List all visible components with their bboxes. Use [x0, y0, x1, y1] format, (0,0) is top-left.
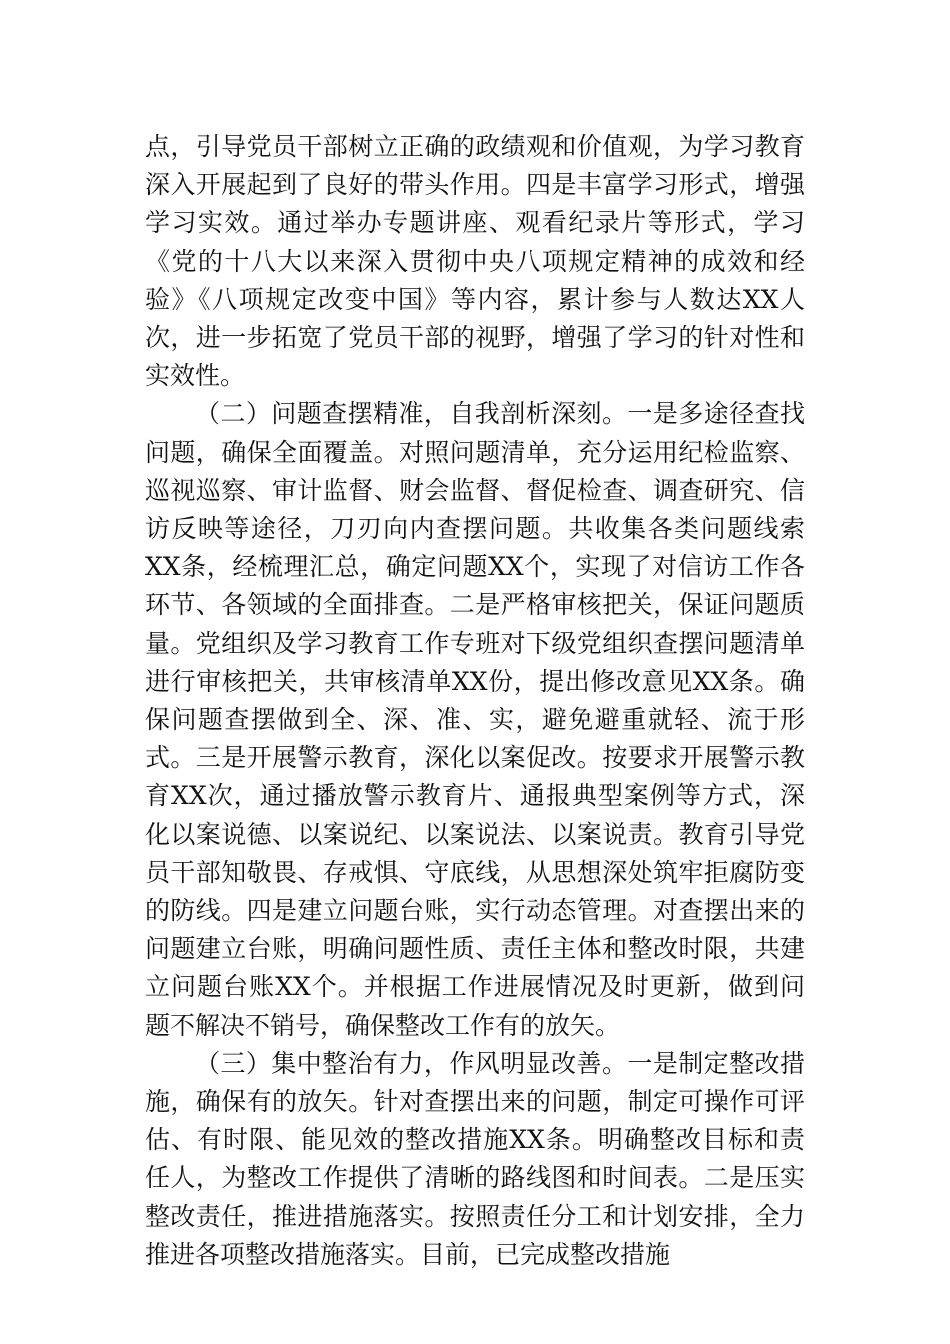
body-text [145, 128, 805, 1274]
paragraph-section-2: （二）问题查摆精准，自我剖析深刻。一是多途径查找问题，确保全面覆盖。对照问题清单，充分运用纪检监察、巡视巡察、审计监督、财会监督、督促检查、调查研究、信访反映等途径，刀刃向内查摆问题。共收集各类问题线索XX条，经梳理汇总，确定问题XX个，实现了对信访工作各环节、各领域的全面排查。二是严格审核把关，保证问题质量。党组织及学习教育工作专班对下级党组织查摆问题清单进行审核把关，共审核清单XX份，提出修改意见XX条。确保问题查摆做到全、深、准、实，避免避重就轻、流于形式。三是开展警示教育，深化以案促改。按要求开展警示教育XX次，通过播放警示教育片、通报典型案例等方式，深化以案说德、以案说纪、以案说法、以案说责。教育引导党员干部知敬畏、存戒惧、守底线，从思想深处筑牢拒腐防变的防线。四是建立问题台账，实行动态管理。对查摆出来的问题建立台账，明确问题性质、责任主体和整改时限，共建立问题台账XX个。并根据工作进展情况及时更新，做到问题不解决不销号，确保整改工作有的放矢。 [145, 399, 805, 1040]
paragraph-continuation: 点，引导党员干部树立正确的政绩观和价值观，为学习教育深入开展起到了良好的带头作用。四是丰富学习形式，增强学习实效。通过举办专题讲座、观看纪录片等形式，学习《党的十八大以来深入贯彻中央八项规定精神的成效和经验》《八项规定改变中国》等内容，累计参与人数达XX人次，进一步拓宽了党员干部的视野，增强了学习的针对性和实效性。 [145, 132, 805, 391]
paragraph-section-3: （三）集中整治有力，作风明显改善。一是制定整改措施，确保有的放矢。针对查摆出来的问题，制定可操作可评估、有时限、能见效的整改措施XX条。明确整改目标和责任人，为整改工作提供了清晰的路线图和时间表。二是压实整改责任，推进措施落实。按照责任分工和计划安排，全力推进各项整改措施落实。目前，已完成整改措施 [145, 1048, 805, 1269]
